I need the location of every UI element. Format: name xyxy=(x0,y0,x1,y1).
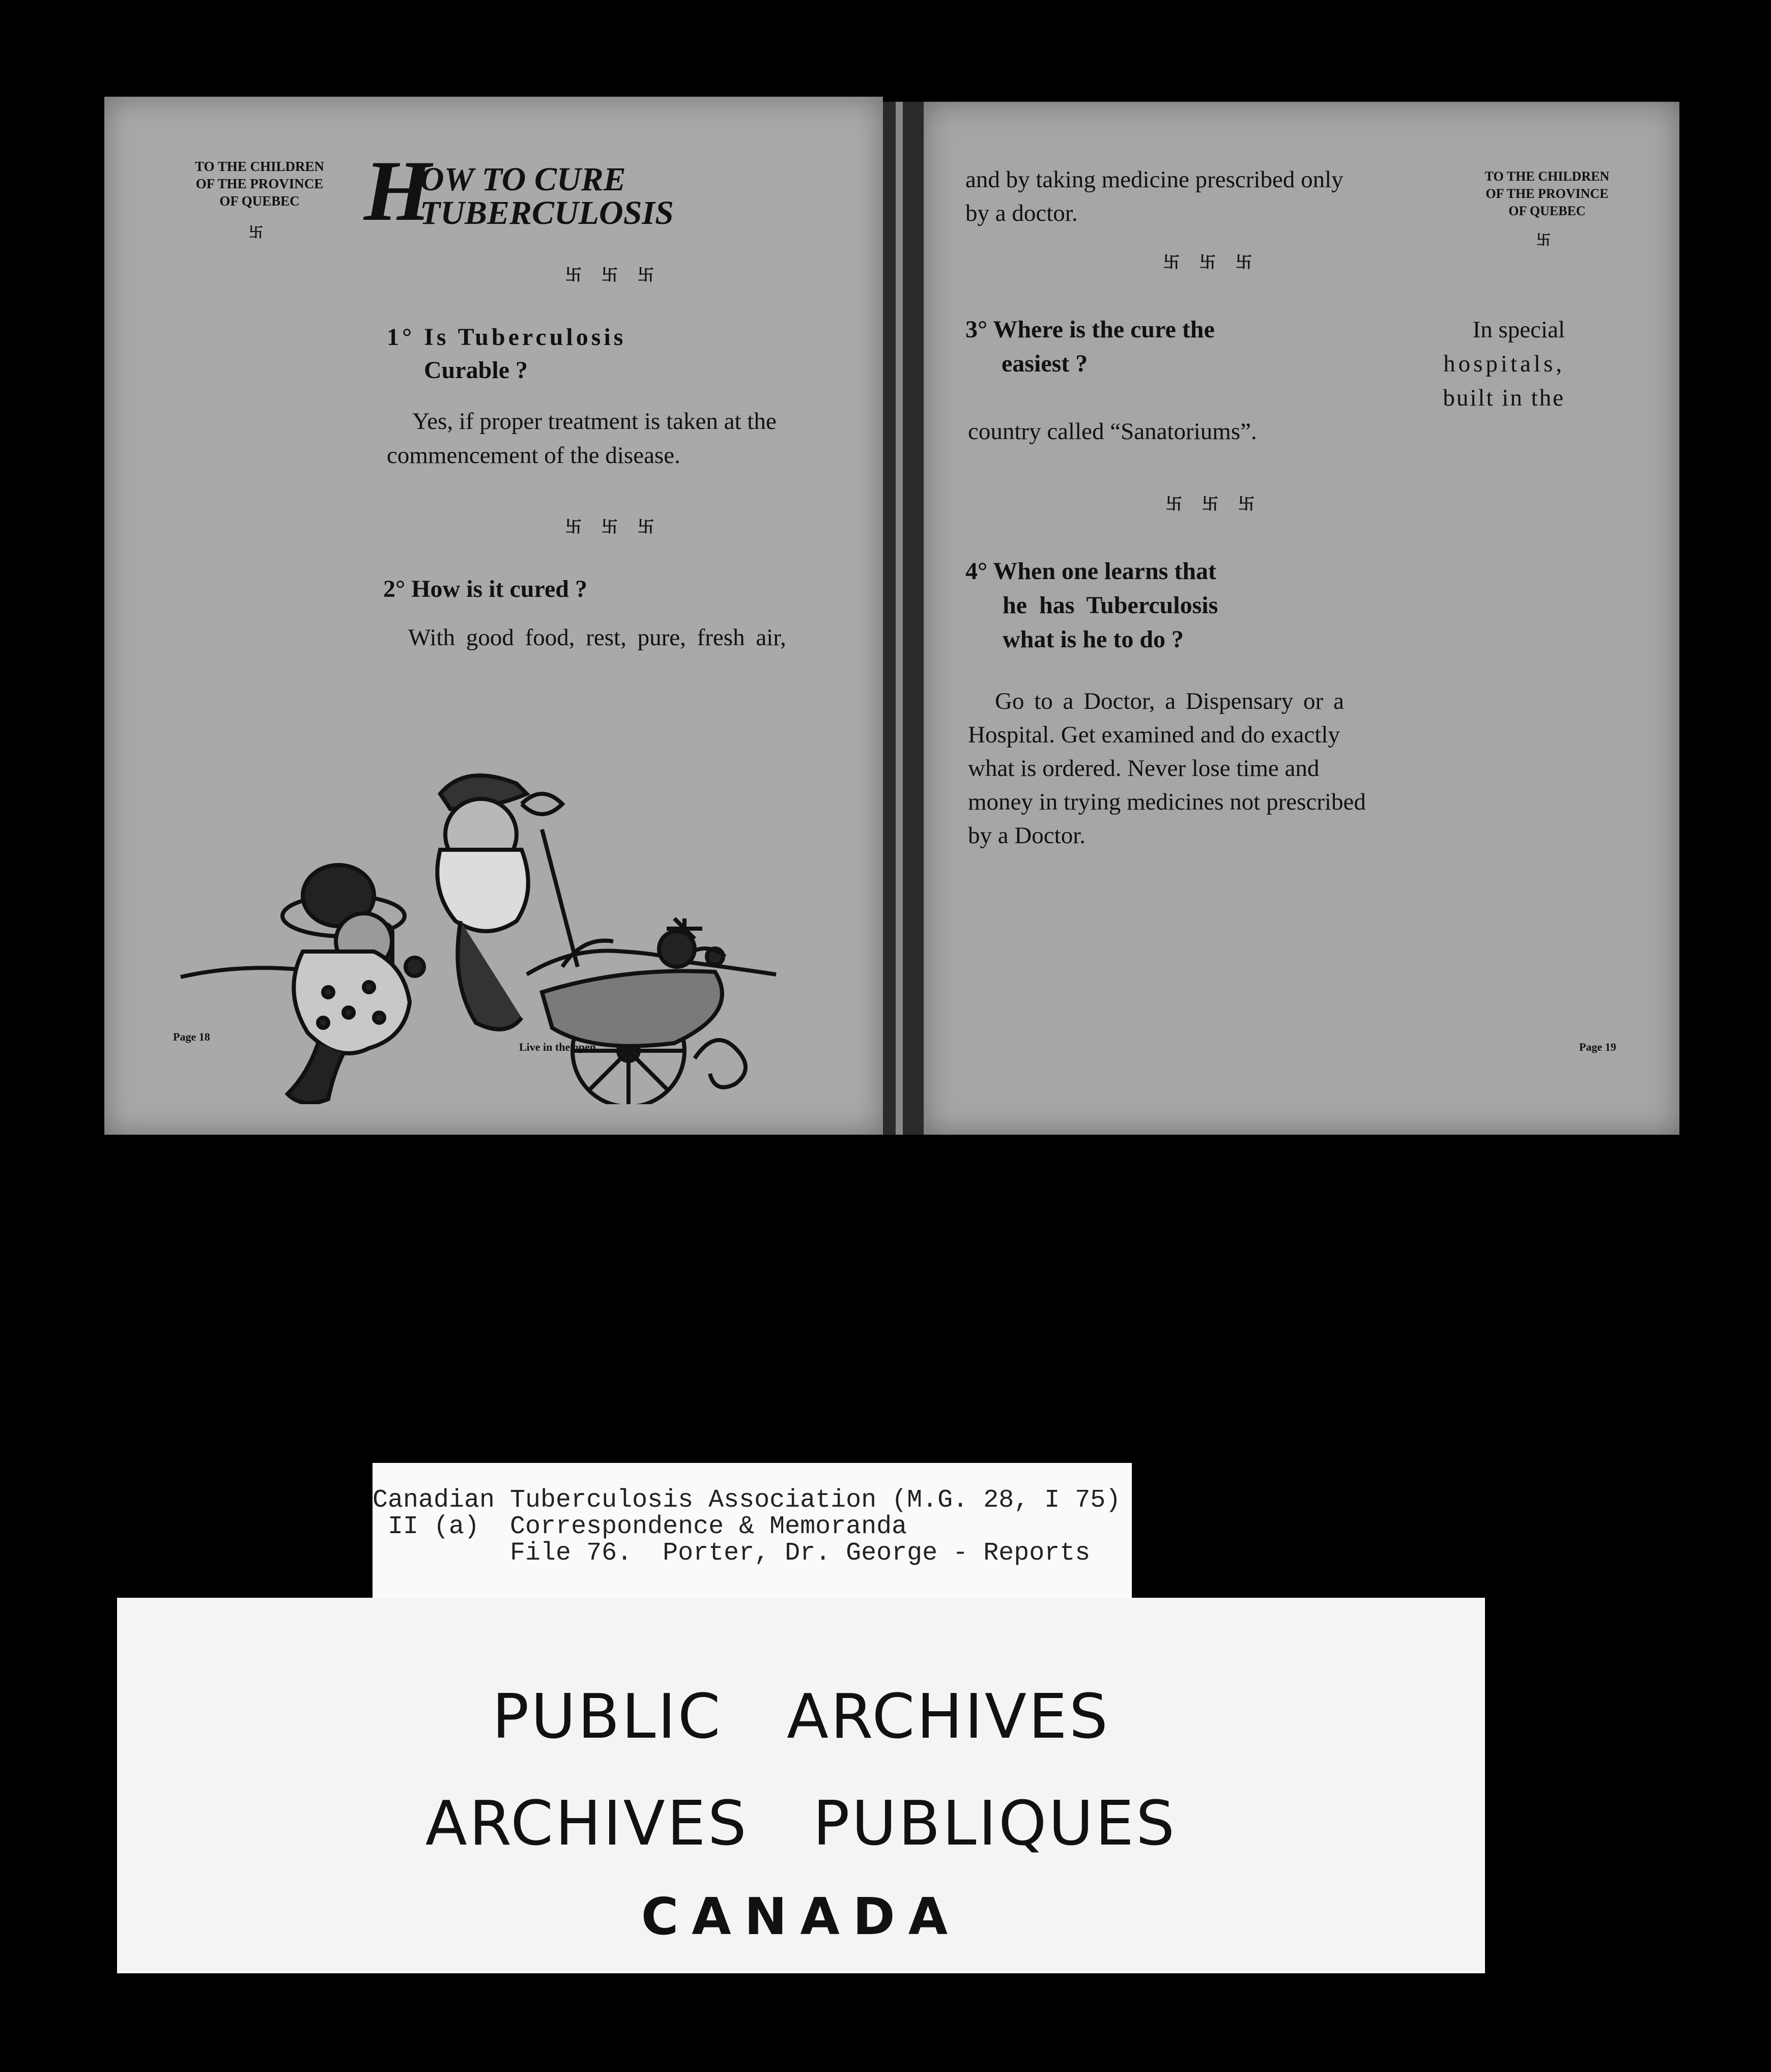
reference-line-1: Canadian Tuberculosis Association (M.G. 28, I 75) xyxy=(373,1486,1121,1515)
title-line-2: TUBERCULOSIS xyxy=(420,194,674,232)
archival-reference-label xyxy=(373,1463,1132,1604)
answer-4-line-5: by a Doctor. xyxy=(968,822,1086,849)
illustration-caption: Live in the open xyxy=(519,1041,596,1053)
question-3-line-1: 3° Where is the cure the xyxy=(965,316,1215,343)
ornament-divider-4: 卐 卐 卐 xyxy=(1165,494,1262,513)
right-page-header: TO THE CHILDREN OF THE PROVINCE OF QUEBEC xyxy=(1484,169,1610,218)
ornament-divider-2: 卐 卐 卐 xyxy=(565,517,662,536)
right-booklet-page xyxy=(924,102,1679,1135)
left-header-ornament: 卐 xyxy=(248,224,270,241)
answer-1-line-1: Yes, if proper treatment is taken at the xyxy=(412,408,777,435)
book-gutter xyxy=(883,102,924,1135)
archives-line-english: PUBLIC ARCHIVES xyxy=(492,1682,1110,1752)
answer-3-line-4: country called “Sanatoriums”. xyxy=(968,418,1257,445)
left-booklet-page xyxy=(104,97,883,1135)
question-2: 2° How is it cured ? xyxy=(383,575,587,602)
question-4-line-1: 4° When one learns that xyxy=(965,558,1217,585)
title-initial: H xyxy=(364,143,432,239)
answer-4-line-1: Go to a Doctor, a Dispensary or a xyxy=(995,688,1344,714)
answer-4-line-4: money in trying medicines not prescribed xyxy=(968,789,1366,815)
title-line-1: OW TO CURE xyxy=(420,161,626,198)
ornament-divider-1: 卐 卐 卐 xyxy=(565,265,662,284)
question-4-line-3: what is he to do ? xyxy=(1003,626,1184,653)
answer-2-line-1: With good food, rest, pure, fresh air, xyxy=(408,624,786,651)
question-1-line-1: 1° Is Tuberculosis xyxy=(387,324,626,351)
question-1-line-2: Curable ? xyxy=(424,357,528,384)
continued-line-1: and by taking medicine prescribed only xyxy=(965,166,1344,193)
public-archives-card xyxy=(117,1598,1485,1973)
archives-country: CANADA xyxy=(641,1887,961,1946)
right-header-ornament: 卐 xyxy=(1536,232,1558,248)
ornament-divider-3: 卐 卐 卐 xyxy=(1163,252,1260,272)
question-4-line-2: he has Tuberculosis xyxy=(1003,592,1218,619)
right-page-number: Page 19 xyxy=(1579,1041,1616,1053)
answer-3-line-3: built in the xyxy=(1443,385,1565,411)
answer-3-line-1: In special xyxy=(1472,316,1565,343)
answer-4-line-3: what is ordered. Never lose time and xyxy=(968,755,1320,782)
left-page-header: TO THE CHILDREN OF THE PROVINCE OF QUEBEC xyxy=(194,159,325,209)
left-page-number: Page 18 xyxy=(173,1030,210,1043)
archives-line-french: ARCHIVES PUBLIQUES xyxy=(425,1789,1177,1859)
children-pram-illustration xyxy=(176,728,837,1104)
continued-line-2: by a doctor. xyxy=(965,200,1078,226)
answer-1-line-2: commencement of the disease. xyxy=(387,442,680,469)
answer-4-line-2: Hospital. Get examined and do exactly xyxy=(968,722,1340,748)
reference-line-2: II (a) Correspondence & Memoranda xyxy=(373,1512,907,1541)
answer-3-line-2: hospitals, xyxy=(1443,351,1565,377)
reference-line-3: File 76. Porter, Dr. George - Reports xyxy=(373,1539,1091,1568)
question-3-line-2: easiest ? xyxy=(1002,350,1088,377)
